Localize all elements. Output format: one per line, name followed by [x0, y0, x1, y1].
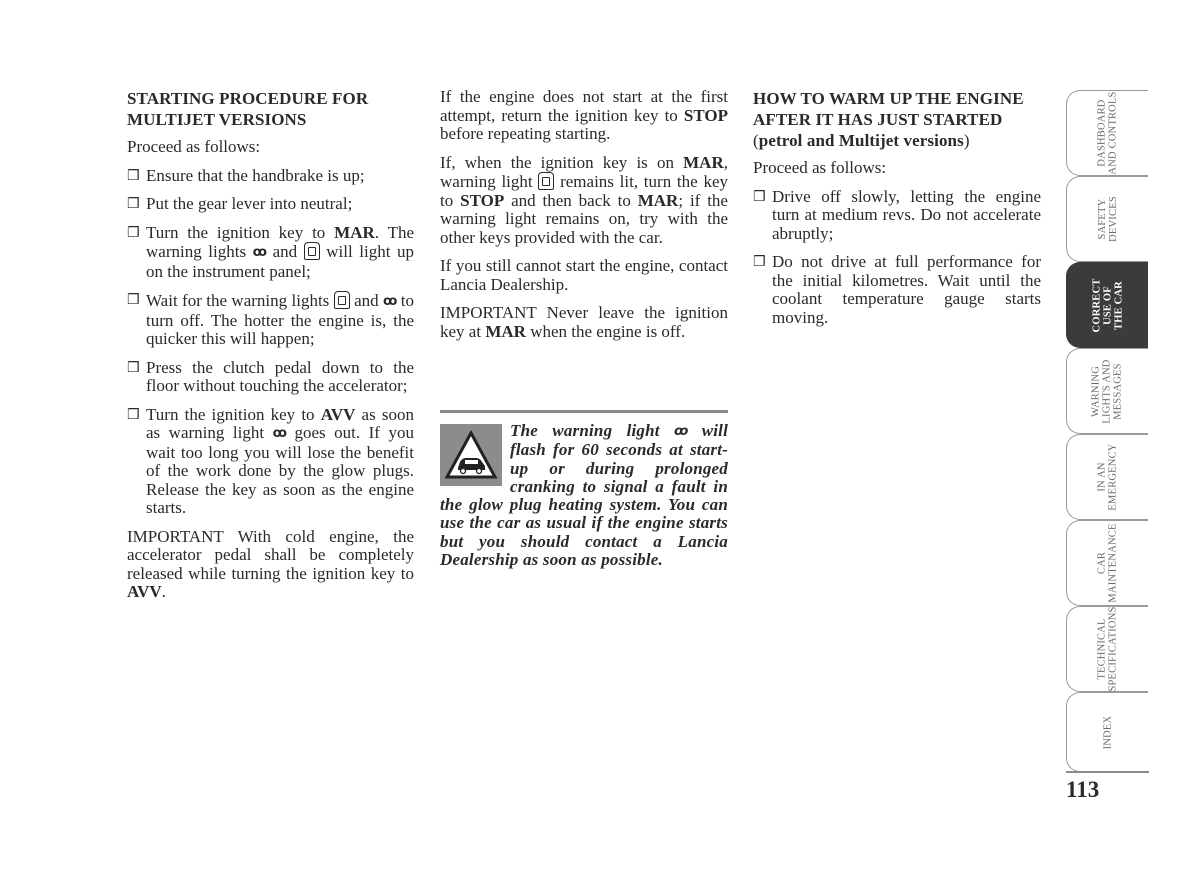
heading-main: HOW TO WARM UP THE ENGINE AFTER IT HAS JUST STARTED: [753, 89, 1024, 129]
checkbox-bullet-icon: ❒: [127, 196, 140, 212]
section-heading: [753, 88, 1041, 151]
checkbox-bullet-icon: ❒: [127, 292, 140, 308]
engine-fault-icon: [538, 172, 554, 190]
tab-warning-lights-and-messages[interactable]: [1066, 348, 1148, 434]
section-heading: STARTING PROCEDURE FOR MULTIJET VERSIONS: [127, 89, 369, 129]
tab-safety-devices[interactable]: [1066, 176, 1148, 262]
tab-label: TECHNICAL SPECIFICATIONS: [1096, 606, 1119, 692]
text-fragment: . The warning lights: [146, 222, 414, 261]
tab-label: WARNING LIGHTS AND MESSAGES: [1091, 358, 1124, 424]
list-item: [127, 291, 414, 349]
steps-list: [127, 167, 414, 518]
text-fragment: as soon as warning light: [146, 404, 414, 442]
tab-technical-specifications[interactable]: [1066, 606, 1148, 692]
list-item: [127, 406, 414, 518]
column-failed-start: [440, 88, 728, 351]
list-item-text: Ensure that the handbrake is up;: [146, 165, 365, 185]
text-fragment: The warning light: [510, 421, 674, 440]
bold-term: AVV: [127, 582, 162, 601]
tab-car-maintenance[interactable]: [1066, 520, 1148, 606]
tab-dashboard-and-controls[interactable]: [1066, 90, 1148, 176]
text-fragment: If, when the ignition key is on: [440, 152, 684, 172]
list-item: [753, 253, 1041, 327]
text-fragment: IMPORTANT Never leave the ignition key at: [440, 303, 728, 341]
tab-label: CAR MAINTENANCE: [1096, 523, 1119, 603]
text-fragment: .: [161, 582, 166, 601]
text-fragment: (: [753, 131, 759, 150]
important-note: [127, 528, 414, 602]
tab-index[interactable]: [1066, 692, 1148, 772]
list-item-text: Put the gear lever into neutral;: [146, 194, 353, 213]
text-fragment: Press the clutch pedal down to the floor without touching the accelerator;: [146, 357, 414, 395]
warning-triangle-icon: [440, 424, 502, 486]
text-fragment: and: [266, 242, 304, 261]
warning-box: [440, 410, 728, 569]
heading-sub: [753, 130, 1041, 151]
tab-label: IN AN EMERGENCY: [1096, 443, 1119, 511]
text-fragment: ): [963, 131, 970, 150]
glow-plug-icon: ꝏ: [674, 424, 688, 439]
text-fragment: goes out. If you wait too long you will lose the benefit of the work done by the glow plugs. Release the key as soon as the engine starts.: [146, 423, 414, 517]
text-fragment: remains lit, turn the key to: [440, 172, 728, 210]
checkbox-bullet-icon: ❒: [127, 406, 140, 423]
page-number: 113: [1066, 777, 1100, 802]
bold-term: MAR: [334, 222, 375, 242]
tab-label: DASHBOARD AND CONTROLS: [1096, 91, 1119, 175]
tab-correct-use-of-the-car[interactable]: [1066, 262, 1148, 348]
text-fragment: and then back to: [504, 190, 638, 210]
steps-list: [753, 188, 1041, 328]
bold-term: AVV: [320, 404, 356, 424]
bold-term: STOP: [460, 190, 505, 210]
column-warm-up: [753, 88, 1041, 337]
list-item: [127, 167, 414, 186]
bold-term: MAR: [637, 190, 679, 210]
tab-label: INDEX: [1101, 715, 1113, 749]
text-fragment: IMPORTANT With cold engine, the accelerator pedal shall be completely released while turning the ignition key to: [127, 526, 414, 583]
tab-label: CORRECT USE OF THE CAR: [1091, 278, 1124, 332]
glow-plug-icon: ꝏ: [383, 294, 397, 309]
paragraph: If you still cannot start the engine, contact Lancia Dealership.: [440, 256, 728, 294]
list-item-text: Do not drive at full performance for the initial kilometres. Wait until the coolant temperature gauge starts moving.: [772, 252, 1041, 327]
text-fragment: and: [349, 291, 383, 310]
list-item: [753, 188, 1041, 244]
list-item: [127, 359, 414, 396]
glow-plug-icon: ꝏ: [252, 245, 267, 260]
text-fragment: If the engine does not start at the first attempt, return the ignition key to: [440, 87, 728, 125]
checkbox-bullet-icon: ❒: [753, 254, 766, 270]
text-fragment: to turn off. The hotter the engine is, the quicker this will happen;: [146, 291, 414, 348]
paragraph: [440, 88, 728, 144]
engine-fault-icon: [334, 291, 350, 309]
divider: [1066, 771, 1149, 773]
checkbox-bullet-icon: ❒: [127, 359, 140, 376]
text-fragment: petrol and Multijet versions: [758, 131, 964, 150]
checkbox-bullet-icon: ❒: [753, 188, 766, 205]
tab-label: SAFETY DEVICES: [1096, 196, 1119, 242]
text-fragment: when the engine is off.: [525, 321, 686, 341]
glow-plug-icon: ꝏ: [272, 426, 286, 441]
important-note: [440, 304, 728, 341]
engine-fault-icon: [304, 242, 320, 260]
bold-term: MAR: [485, 321, 526, 341]
tab-in-an-emergency[interactable]: [1066, 434, 1148, 520]
column-starting-procedure: [127, 88, 414, 612]
bold-term: STOP: [683, 105, 728, 125]
text-fragment: Turn the ignition key to: [146, 404, 321, 424]
text-fragment: Wait for the warning lights: [146, 291, 334, 310]
text-fragment: Turn the ignition key to: [146, 222, 335, 242]
checkbox-bullet-icon: ❒: [127, 167, 140, 184]
paragraph: [440, 154, 728, 248]
list-item: [127, 224, 414, 282]
list-item-text: Drive off slowly, letting the engine turn at medium revs. Do not accelerate abruptly;: [772, 186, 1041, 243]
intro-text: Proceed as follows:: [127, 137, 261, 156]
text-fragment: before repeating starting.: [440, 124, 611, 143]
text-fragment: ; if the warning light remains on, try with the other keys provided with the car.: [440, 190, 728, 247]
text-fragment: , warning light: [440, 152, 728, 191]
text-fragment: will light up on the instrument panel;: [146, 242, 414, 281]
text-fragment: will flash for 60 seconds at start-up or during prolonged cranking to signal a fault in the glow plug heating system. You can use the car as usual if the engine starts but you should contact a Lancia Dealership as soon as possible.: [440, 421, 728, 570]
intro-text: Proceed as follows:: [753, 158, 887, 177]
list-item: [127, 195, 414, 214]
bold-term: MAR: [683, 152, 724, 172]
checkbox-bullet-icon: ❒: [127, 224, 140, 241]
